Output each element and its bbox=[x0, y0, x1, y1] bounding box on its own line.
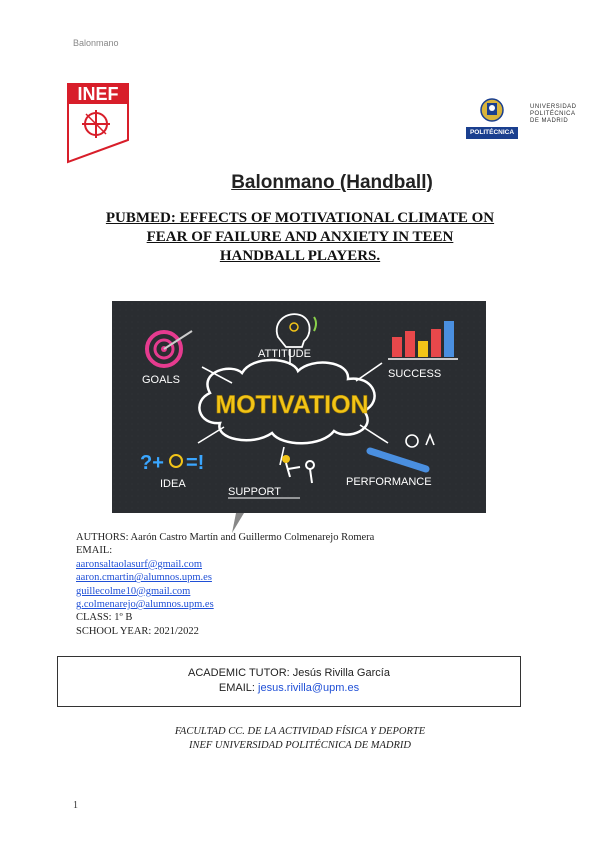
tutor-email-link[interactable]: jesus.rivilla@upm.es bbox=[258, 682, 360, 694]
motivation-text: MOTIVATION bbox=[215, 391, 369, 419]
motivation-poster bbox=[112, 301, 486, 513]
email-link-2[interactable]: aaron.cmartin@alumnos.upm.es bbox=[76, 572, 212, 584]
email-label: EMAIL: bbox=[76, 545, 113, 557]
attitude-label: ATTITUDE bbox=[258, 348, 311, 360]
email-link-4[interactable]: g.colmenarejo@alumnos.upm.es bbox=[76, 599, 214, 611]
inef-logo-text: INEF bbox=[77, 84, 119, 104]
authors-line: AUTHORS: Aarón Castro Martín and Guillermo Colmenarejo Romera bbox=[76, 532, 375, 543]
success-label: SUCCESS bbox=[388, 368, 442, 380]
idea-glyphs2: =! bbox=[186, 452, 205, 474]
faculty-block: FACULTAD CC. DE LA ACTIVIDAD FÍSICA Y DEPORTE INEF UNIVERSIDAD POLITÉCNICA DE MADRID bbox=[174, 726, 426, 751]
performance-label: PERFORMANCE bbox=[346, 476, 432, 488]
upm-wordmark: UNIVERSIDAD POLITÉCNICA DE MADRID bbox=[530, 104, 577, 124]
page-number: 1 bbox=[73, 800, 78, 811]
tutor-box bbox=[57, 656, 521, 707]
school-year-line: SCHOOL YEAR: 2021/2022 bbox=[76, 625, 199, 637]
tutor-email-label: EMAIL: bbox=[218, 682, 255, 694]
goals-label: GOALS bbox=[142, 374, 180, 386]
upm-badge: POLITÉCNICA bbox=[466, 127, 518, 139]
idea-label: IDEA bbox=[160, 478, 186, 490]
idea-glyphs: ?+ bbox=[140, 452, 164, 474]
email-link-3[interactable]: guillecolme10@gmail.com bbox=[76, 585, 191, 597]
document-title: Balonmano (Handball) bbox=[231, 172, 433, 193]
email-link-1[interactable]: aaronsaltaolasurf@gmail.com bbox=[76, 558, 202, 570]
authors-block bbox=[76, 531, 374, 638]
support-label: SUPPORT bbox=[228, 486, 281, 498]
tutor-line: ACADEMIC TUTOR: Jesús Rivilla García bbox=[188, 667, 390, 679]
class-line: CLASS: 1º B bbox=[76, 612, 133, 624]
document-subtitle: PUBMED: EFFECTS OF MOTIVATIONAL CLIMATE ON FEAR OF FAILURE AND ANXIETY IN TEEN HANDBALL PLAYERS. bbox=[105, 210, 495, 264]
inef-logo bbox=[66, 82, 130, 164]
running-header: Balonmano bbox=[73, 38, 119, 48]
